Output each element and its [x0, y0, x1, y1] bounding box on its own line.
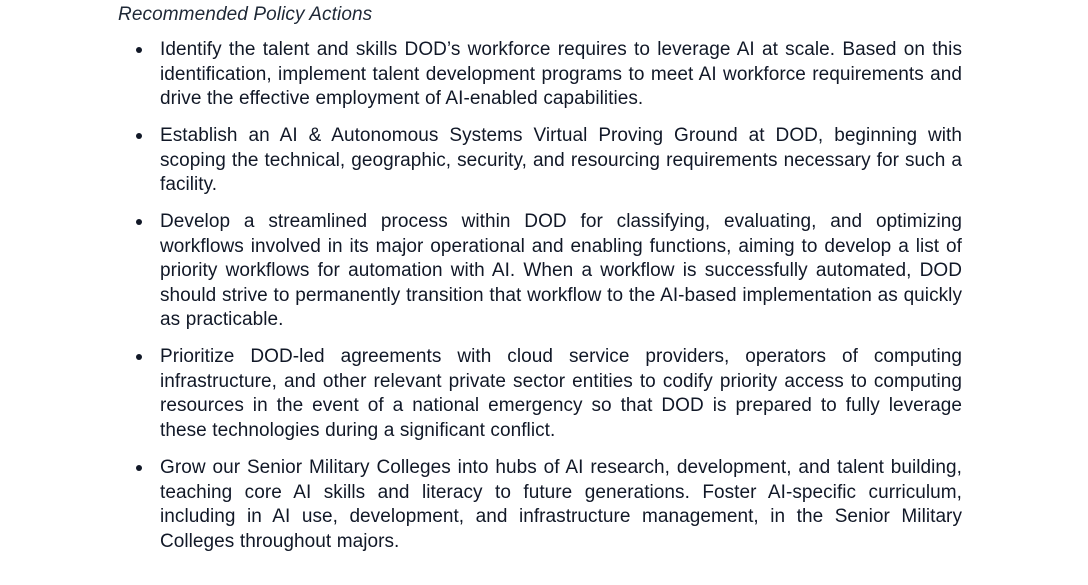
section-heading: Recommended Policy Actions — [118, 4, 373, 25]
bullet-icon — [136, 465, 142, 471]
action-text: Identify the talent and skills DOD’s workforce requires to leverage AI at scale. Based on this identification, implement talent development programs to meet AI workforce requirements and drive the effective employment of AI-enabled capabilities. — [160, 39, 962, 109]
action-text: Establish an AI & Autonomous Systems Virtual Proving Ground at DOD, beginning with scoping the technical, geographic, security, and resourcing requirements necessary for such a facility. — [160, 125, 962, 195]
bullet-icon — [136, 219, 142, 225]
bullet-icon — [136, 354, 142, 360]
action-text: Develop a streamlined process within DOD for classifying, evaluating, and optimizing workflows involved in its major operational and enabling functions, aiming to develop a list of priority workflows for automation with AI. When a workflow is successfully automated, DOD should strive to permanently transition that workflow to the AI-based implementation as quickly as practicable. — [160, 211, 962, 330]
bullet-icon — [136, 47, 142, 53]
bullet-icon — [136, 133, 142, 139]
action-text: Prioritize DOD-led agreements with cloud service providers, operators of computing infrastructure, and other relevant private sector entities to codify priority access to computing resources in the event of a national emergency so that DOD is prepared to fully leverage these technologies during a significant conflict. — [160, 346, 962, 441]
action-text: Grow our Senior Military Colleges into hubs of AI research, development, and talent building, teaching core AI skills and literacy to future generations. Foster AI-specific curriculum, including in AI use, development, and infrastructure management, in the Senior Military Colleges throughout majors. — [160, 457, 962, 552]
